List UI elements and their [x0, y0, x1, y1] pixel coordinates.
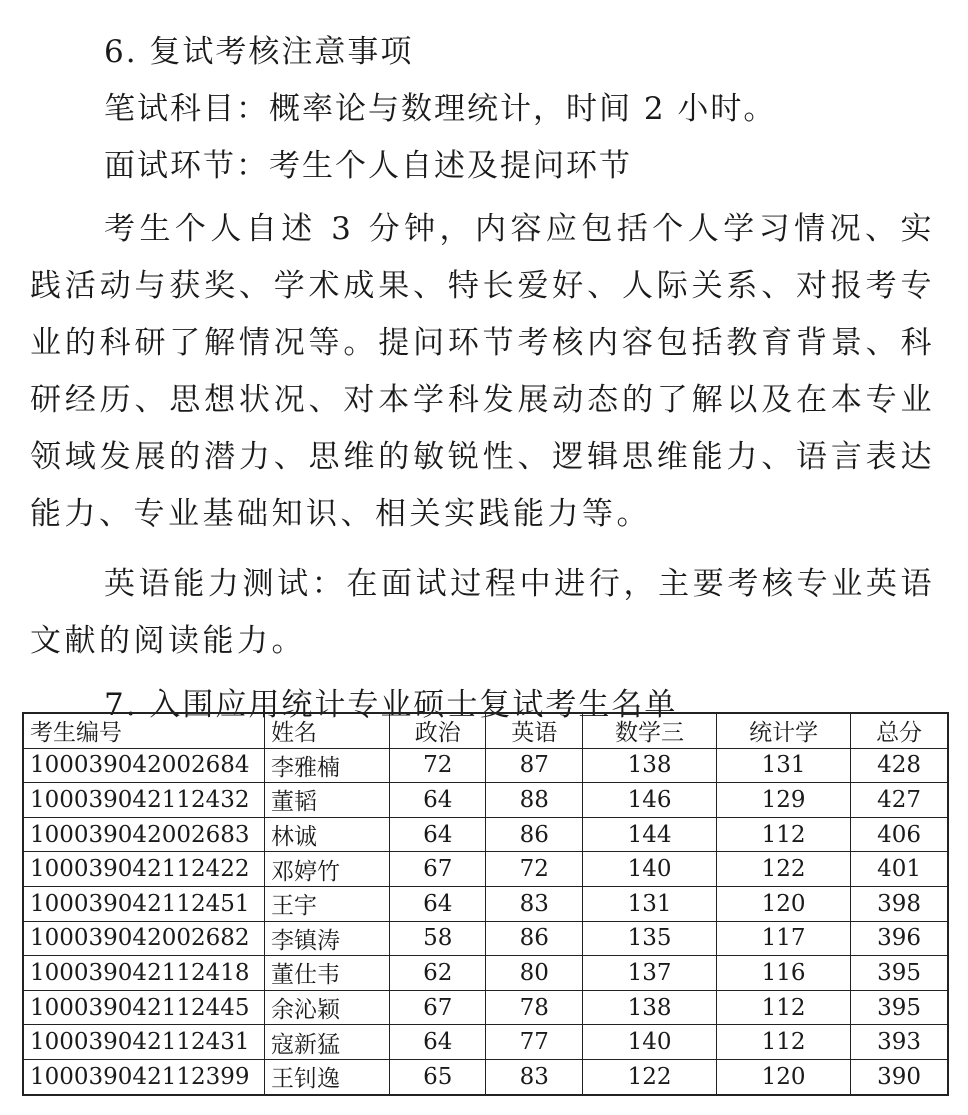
- header-politics: 政治: [390, 713, 486, 748]
- cell-math3: 146: [582, 783, 716, 818]
- interview-detail-paragraph: 考生个人自述 3 分钟，内容应包括个人学习情况、实践活动与获奖、学术成果、特长爱好、人际关系、对报考专业的科研了解情况等。提问环节考核内容包括教育背景、科研经历、思想状况、对本学科发展动态的了解以及在本专业领域发展的潜力、思维的敏锐性、逻辑思维能力、语言表达能力、专业基础知识、相关实践能力等。: [30, 211, 935, 532]
- cell-total: 406: [851, 817, 948, 852]
- cell-statistics: 129: [717, 783, 851, 818]
- cell-politics: 67: [390, 852, 486, 887]
- cell-candidate-id: 100039042112418: [23, 956, 265, 991]
- table-header-row: [23, 713, 948, 748]
- cell-statistics: 112: [717, 817, 851, 852]
- header-candidate-id: 考生编号: [23, 713, 265, 748]
- cell-name: 余沁颖: [265, 990, 390, 1025]
- cell-total: 427: [851, 783, 948, 818]
- cell-candidate-id: 100039042112422: [23, 852, 265, 887]
- cell-politics: 64: [390, 886, 486, 921]
- cell-math3: 138: [582, 748, 716, 783]
- cell-candidate-id: 100039042112399: [23, 1059, 265, 1094]
- cell-english: 86: [486, 921, 582, 956]
- english-test-paragraph: 英语能力测试：在面试过程中进行，主要考核专业英语文献的阅读能力。: [30, 566, 935, 659]
- cell-total: 393: [851, 1025, 948, 1060]
- cell-candidate-id: 100039042112432: [23, 783, 265, 818]
- cell-math3: 140: [582, 852, 716, 887]
- table-row: [23, 990, 948, 1025]
- cell-name: 董仕韦: [265, 956, 390, 991]
- cell-english: 78: [486, 990, 582, 1025]
- cell-total: 390: [851, 1059, 948, 1094]
- table-row: [23, 748, 948, 783]
- cell-politics: 64: [390, 783, 486, 818]
- cell-name: 邓婷竹: [265, 852, 390, 887]
- cell-statistics: 120: [717, 1059, 851, 1094]
- cell-total: 396: [851, 921, 948, 956]
- cell-candidate-id: 100039042002683: [23, 817, 265, 852]
- cell-name: 李雅楠: [265, 748, 390, 783]
- table-row: [23, 817, 948, 852]
- cell-math3: 138: [582, 990, 716, 1025]
- cell-math3: 144: [582, 817, 716, 852]
- table-row: [23, 1059, 948, 1094]
- cell-statistics: 122: [717, 852, 851, 887]
- table-row: [23, 1025, 948, 1060]
- section-6-heading: 6. 复试考核注意事项: [104, 34, 414, 70]
- cell-politics: 67: [390, 990, 486, 1025]
- cell-english: 83: [486, 886, 582, 921]
- cell-total: 395: [851, 956, 948, 991]
- cell-english: 77: [486, 1025, 582, 1060]
- cell-english: 87: [486, 748, 582, 783]
- cell-statistics: 112: [717, 1025, 851, 1060]
- header-math3: 数学三: [582, 713, 716, 748]
- cell-english: 83: [486, 1059, 582, 1094]
- cell-politics: 65: [390, 1059, 486, 1094]
- cell-candidate-id: 100039042112451: [23, 886, 265, 921]
- cell-total: 395: [851, 990, 948, 1025]
- cell-candidate-id: 100039042112431: [23, 1025, 265, 1060]
- cell-math3: 122: [582, 1059, 716, 1094]
- header-total: 总分: [851, 713, 948, 748]
- cell-name: 林诚: [265, 817, 390, 852]
- table-row: [23, 956, 948, 991]
- cell-total: 401: [851, 852, 948, 887]
- cell-statistics: 112: [717, 990, 851, 1025]
- cell-statistics: 131: [717, 748, 851, 783]
- table-row: [23, 852, 948, 887]
- table-row: [23, 921, 948, 956]
- cell-english: 72: [486, 852, 582, 887]
- cell-politics: 64: [390, 817, 486, 852]
- cell-candidate-id: 100039042002684: [23, 748, 265, 783]
- table-body: [23, 748, 948, 1094]
- cell-math3: 140: [582, 1025, 716, 1060]
- cell-total: 428: [851, 748, 948, 783]
- cell-politics: 72: [390, 748, 486, 783]
- cell-politics: 58: [390, 921, 486, 956]
- cell-total: 398: [851, 886, 948, 921]
- cell-politics: 64: [390, 1025, 486, 1060]
- cell-statistics: 120: [717, 886, 851, 921]
- candidate-score-table: [22, 712, 949, 1096]
- cell-english: 86: [486, 817, 582, 852]
- table-row: [23, 783, 948, 818]
- cell-math3: 135: [582, 921, 716, 956]
- cell-name: 李镇涛: [265, 921, 390, 956]
- cell-math3: 131: [582, 886, 716, 921]
- header-english: 英语: [486, 713, 582, 748]
- cell-name: 王宇: [265, 886, 390, 921]
- cell-candidate-id: 100039042002682: [23, 921, 265, 956]
- written-exam-line: 笔试科目：概率论与数理统计，时间 2 小时。: [104, 91, 777, 127]
- cell-name: 王钊逸: [265, 1059, 390, 1094]
- table-row: [23, 886, 948, 921]
- cell-statistics: 117: [717, 921, 851, 956]
- cell-name: 寇新猛: [265, 1025, 390, 1060]
- section-7-heading: 7. 入围应用统计专业硕士复试考生名单: [104, 687, 678, 723]
- interview-heading: 面试环节：考生个人自述及提问环节: [104, 148, 632, 184]
- header-statistics: 统计学: [717, 713, 851, 748]
- cell-politics: 62: [390, 956, 486, 991]
- cell-math3: 137: [582, 956, 716, 991]
- cell-english: 88: [486, 783, 582, 818]
- cell-candidate-id: 100039042112445: [23, 990, 265, 1025]
- header-name: 姓名: [265, 713, 390, 748]
- document-body: [30, 30, 935, 740]
- cell-english: 80: [486, 956, 582, 991]
- cell-name: 董韬: [265, 783, 390, 818]
- cell-statistics: 116: [717, 956, 851, 991]
